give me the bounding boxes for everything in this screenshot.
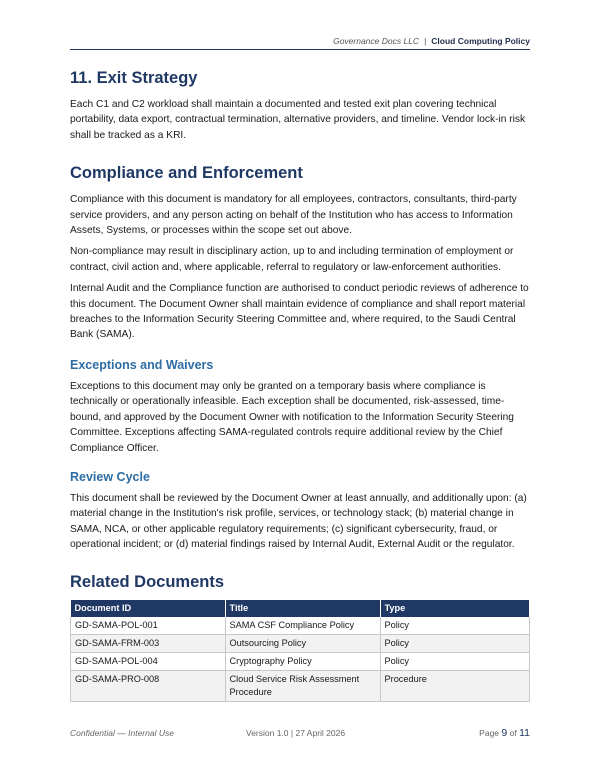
header-company: Governance Docs LLC	[333, 36, 420, 46]
related-documents-table	[70, 600, 530, 702]
cell-type: Policy	[380, 634, 530, 652]
header-rule	[70, 49, 530, 50]
cell-type: Policy	[380, 617, 530, 635]
compliance-paragraph-2: Non-compliance may result in disciplinary action, up to and including termination of employment or contract, civil action and, where applicable, referral to regulatory or law-enforcement authorities.	[70, 246, 514, 273]
cell-type: Procedure	[380, 670, 530, 701]
cell-type: Policy	[380, 652, 530, 670]
cell-document-id: GD-SAMA-POL-001	[71, 617, 226, 635]
review-cycle-paragraph: This document shall be reviewed by the Document Owner at least annually, and additionally upon: (a) material change in the Institution's risk profile, services, or technology stack; (b) material change in SAMA, NCA, or other applicable regulatory requirements; (c) significant cybersecurity, fraud, or operational incident; or (d) material findings raised by Internal Audit, External Audit or the regulator.	[70, 492, 527, 551]
header-separator: |	[424, 36, 427, 46]
review-cycle-heading: Review Cycle	[70, 469, 150, 484]
footer-page-label: Page	[479, 728, 500, 738]
cell-title: SAMA CSF Compliance Policy	[225, 617, 380, 635]
compliance-paragraph-1: Compliance with this document is mandatory for all employees, contractors, consultants, third-party service providers, and any person acting on behalf of the Institution who has access to Information Assets, Systems, or processes within the scope set out above.	[70, 194, 517, 237]
footer-page-number	[479, 727, 530, 739]
footer-classification: Confidential — Internal Use	[70, 728, 174, 738]
exit-strategy-heading: 11. Exit Strategy	[70, 69, 198, 87]
cell-document-id: GD-SAMA-PRO-008	[71, 670, 226, 701]
page-header	[70, 36, 530, 50]
table-row	[71, 652, 530, 670]
exceptions-paragraph: Exceptions to this document may only be granted on a temporary basis where compliance is technically or operationally infeasible. Each exception shall be documented, risk-assessed, time-bound, and approved by the Document Owner with notification to the Information Security Steering Committee. Exceptions affecting SAMA-regulated controls require additional review by the Chief Compliance Officer.	[70, 380, 514, 454]
cell-title: Cloud Service Risk Assessment Procedure	[225, 670, 380, 701]
column-header-title: Title	[225, 600, 380, 617]
footer-page-total: 11	[519, 727, 530, 739]
header-document-title: Cloud Computing Policy	[431, 36, 530, 46]
footer-version: Version 1.0 | 27 April 2026	[246, 728, 346, 738]
cell-document-id: GD-SAMA-POL-004	[71, 652, 226, 670]
cell-title: Outsourcing Policy	[225, 634, 380, 652]
table-row	[71, 634, 530, 652]
page-content	[70, 66, 530, 702]
table-row	[71, 670, 530, 701]
footer-page-current: 9	[501, 727, 508, 739]
compliance-paragraph-3: Internal Audit and the Compliance function are authorised to conduct periodic reviews of adherence to this document. The Document Owner shall maintain evidence of compliance and shall report material breaches to the Information Security Steering Committee and, where required, to the Saudi Central Bank (SAMA).	[70, 283, 529, 341]
exit-strategy-paragraph: Each C1 and C2 workload shall maintain a documented and tested exit plan covering technical portability, data export, contractual termination, alternative providers, and timeline. Vendor lock-in risk shall be tracked as a KRI.	[70, 99, 526, 141]
cell-title: Cryptography Policy	[225, 652, 380, 670]
compliance-heading: Compliance and Enforcement	[70, 164, 303, 183]
related-documents-heading: Related Documents	[70, 572, 225, 591]
exceptions-heading: Exceptions and Waivers	[70, 357, 214, 372]
table-header-row	[71, 600, 530, 617]
column-header-document-id: Document ID	[71, 600, 226, 617]
cell-document-id: GD-SAMA-FRM-003	[71, 634, 226, 652]
table-row	[71, 617, 530, 635]
footer-page-of: of	[509, 728, 517, 738]
column-header-type: Type	[380, 600, 530, 617]
